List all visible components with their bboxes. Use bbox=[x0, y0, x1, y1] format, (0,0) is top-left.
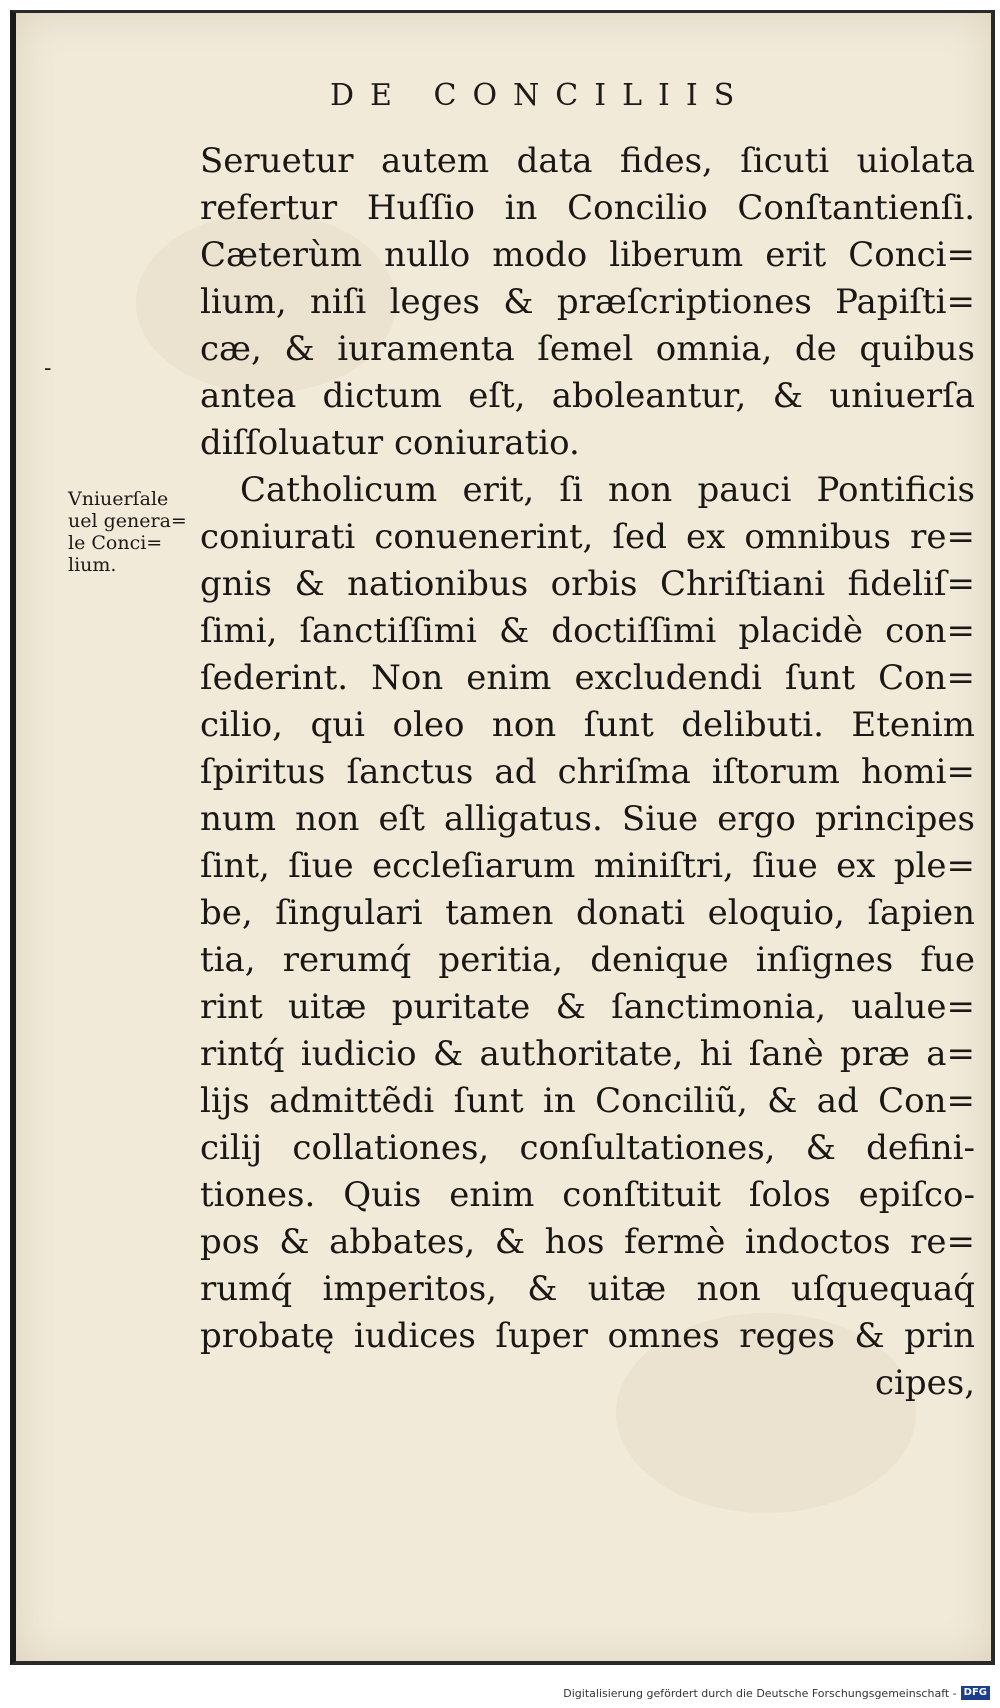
text-line: rint uitæ puritate & ſanctimonia, ualue= bbox=[200, 987, 975, 1027]
marginal-note-line: lium. bbox=[68, 554, 117, 576]
text-line: refertur Huſſio in Concilio Conſtantienſi. bbox=[200, 188, 975, 228]
paragraph-start-line: Catholicum erit, ſi non pauci Pontificis bbox=[240, 470, 975, 510]
text-line: ſint, ſiue eccleſiarum miniſtri, ſiue ex ple= bbox=[200, 846, 975, 886]
text-line: cæ, & iuramenta ſemel omnia, de quibus bbox=[200, 329, 975, 369]
marginal-note-line: Vniuerſale bbox=[68, 488, 169, 510]
text-line: ſimi, ſanctiſſimi & doctiſſimi placidè con= bbox=[200, 611, 975, 651]
text-line: diſſoluatur coniuratio. bbox=[200, 423, 580, 463]
dfg-logo: DFG bbox=[961, 1686, 990, 1700]
text-line: cilij collationes, conſultationes, & defini- bbox=[200, 1128, 975, 1168]
text-line: lium, niſi leges & præſcriptiones Papiſti= bbox=[200, 282, 975, 322]
text-line: rintq́ iudicio & authoritate, hi ſanè præ a= bbox=[200, 1034, 975, 1074]
text-line: tia, rerumq́ peritia, denique inſignes fue bbox=[200, 940, 975, 980]
text-line: antea dictum eſt, aboleantur, & uniuerſa bbox=[200, 376, 975, 416]
text-line: ſederint. Non enim excludendi ſunt Con= bbox=[200, 658, 975, 698]
text-line: probatę iudices ſuper omnes reges & prin bbox=[200, 1316, 975, 1356]
text-line: ſpiritus ſanctus ad chriſma iſtorum homi= bbox=[200, 752, 975, 792]
text-line: Seruetur autem data fides, ſicuti uiolata bbox=[200, 141, 975, 181]
text-line: cilio, qui oleo non ſunt delibuti. Etenim bbox=[200, 705, 975, 745]
body-text bbox=[200, 138, 975, 1407]
text-line: rumq́ imperitos, & uitæ non uſquequaq́ bbox=[200, 1269, 975, 1309]
text-line: Cæterùm nullo modo liberum erit Conci= bbox=[200, 235, 975, 275]
text-line: tiones. Quis enim conſtituit ſolos epiſco- bbox=[200, 1175, 975, 1215]
text-line: gnis & nationibus orbis Chriſtiani fideliſ= bbox=[200, 564, 975, 604]
margin-dash: - bbox=[44, 356, 52, 381]
digitization-credit bbox=[563, 1686, 990, 1700]
marginal-note-line: uel genera= bbox=[68, 510, 187, 532]
text-line: lijs admittẽdi ſunt in Conciliũ, & ad Con= bbox=[200, 1081, 975, 1121]
credit-text: Digitalisierung gefördert durch die Deutsche Forschungsgemeinschaft - bbox=[563, 1686, 957, 1700]
text-line: coniurati conuenerint, ſed ex omnibus re= bbox=[200, 517, 975, 557]
running-head: DE CONCILIIS bbox=[330, 78, 751, 113]
text-line: be, ſingulari tamen donati eloquio, ſapien bbox=[200, 893, 975, 933]
text-line: pos & abbates, & hos fermè indoctos re= bbox=[200, 1222, 975, 1262]
marginal-note-line: le Conci= bbox=[68, 532, 163, 554]
text-line: num non eſt alligatus. Siue ergo principes bbox=[200, 799, 975, 839]
marginal-note bbox=[68, 488, 218, 576]
catchword: cipes, bbox=[874, 1363, 975, 1403]
